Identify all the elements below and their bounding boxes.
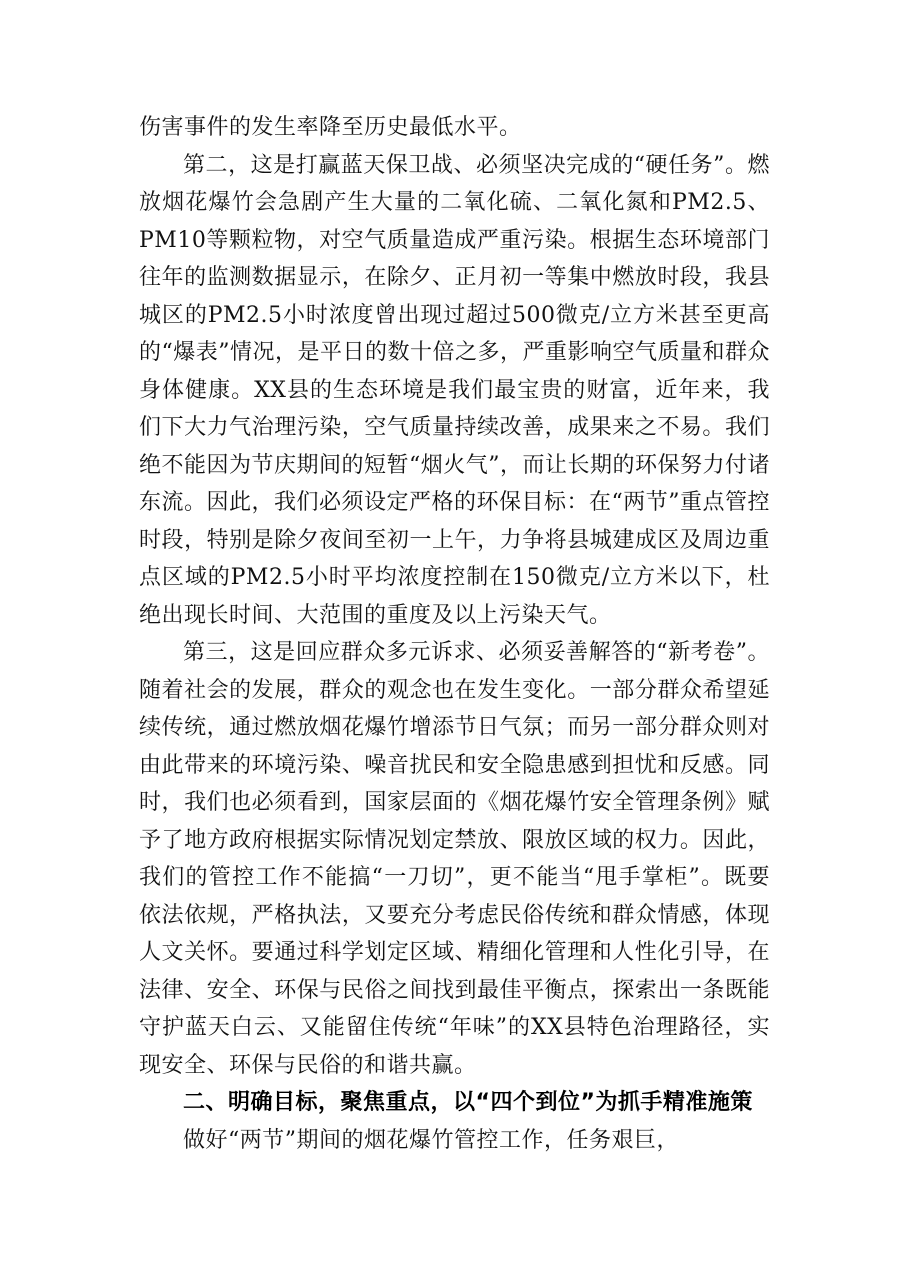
paragraph-section-intro: 做好“两节”期间的烟花爆竹管控工作，任务艰巨， <box>183 1127 679 1153</box>
section-heading: 二、明确目标，聚焦重点，以“四个到位”为抓手精准施策 <box>183 1090 753 1115</box>
paragraph-third-point: 第三，这是回应群众多元诉求、必须妥善解答的“新考卷”。随着社会的发展，群众的观念也在发生变化。一部分群众希望延续传统，通过燃放烟花爆竹增添节日气氛；而另一部分群众则对由此带来的环境污染、噪音扰民和安全隐患感到担忧和反感。同时，我们也必须看到，国家层面的《烟花爆竹安全管理条例》赋予了地方政府根据实际情况划定禁放、限放区域的权力。因此，我们的管控工作不能搞“一刀切”，更不能当“甩手掌柜”。既要依法依规，严格执法，又要充分考虑民俗传统和群众情感，体现人文关怀。要通过科学划定区域、精细化管理和人性化引导，在法律、安全、环保与民俗之间找到最佳平衡点，探索出一条既能守护蓝天白云、又能留住传统“年味”的XX县特色治理路径，实现安全、环保与民俗的和谐共赢。 <box>139 640 770 1078</box>
document-body <box>139 109 770 1159</box>
paragraph-second-point: 第二，这是打赢蓝天保卫战、必须坚决完成的“硬任务”。燃放烟花爆竹会急剧产生大量的二氧化硫、二氧化氮和PM2.5、PM10等颗粒物，对空气质量造成严重污染。根据生态环境部门往年的监测数据显示，在除夕、正月初一等集中燃放时段，我县城区的PM2.5小时浓度曾出现过超过500微克/立方米甚至更高的“爆表”情况，是平日的数十倍之多，严重影响空气质量和群众身体健康。XX县的生态环境是我们最宝贵的财富，近年来，我们下大力气治理污染，空气质量持续改善，成果来之不易。我们绝不能因为节庆期间的短暂“烟火气”，而让长期的环保努力付诸东流。因此，我们必须设定严格的环保目标：在“两节”重点管控时段，特别是除夕夜间至初一上午，力争将县城建成区及周边重点区域的PM2.5小时平均浓度控制在150微克/立方米以下，杜绝出现长时间、大范围的重度及以上污染天气。 <box>139 152 770 628</box>
paragraph-continuation: 伤害事件的发生率降至历史最低水平。 <box>139 115 522 140</box>
